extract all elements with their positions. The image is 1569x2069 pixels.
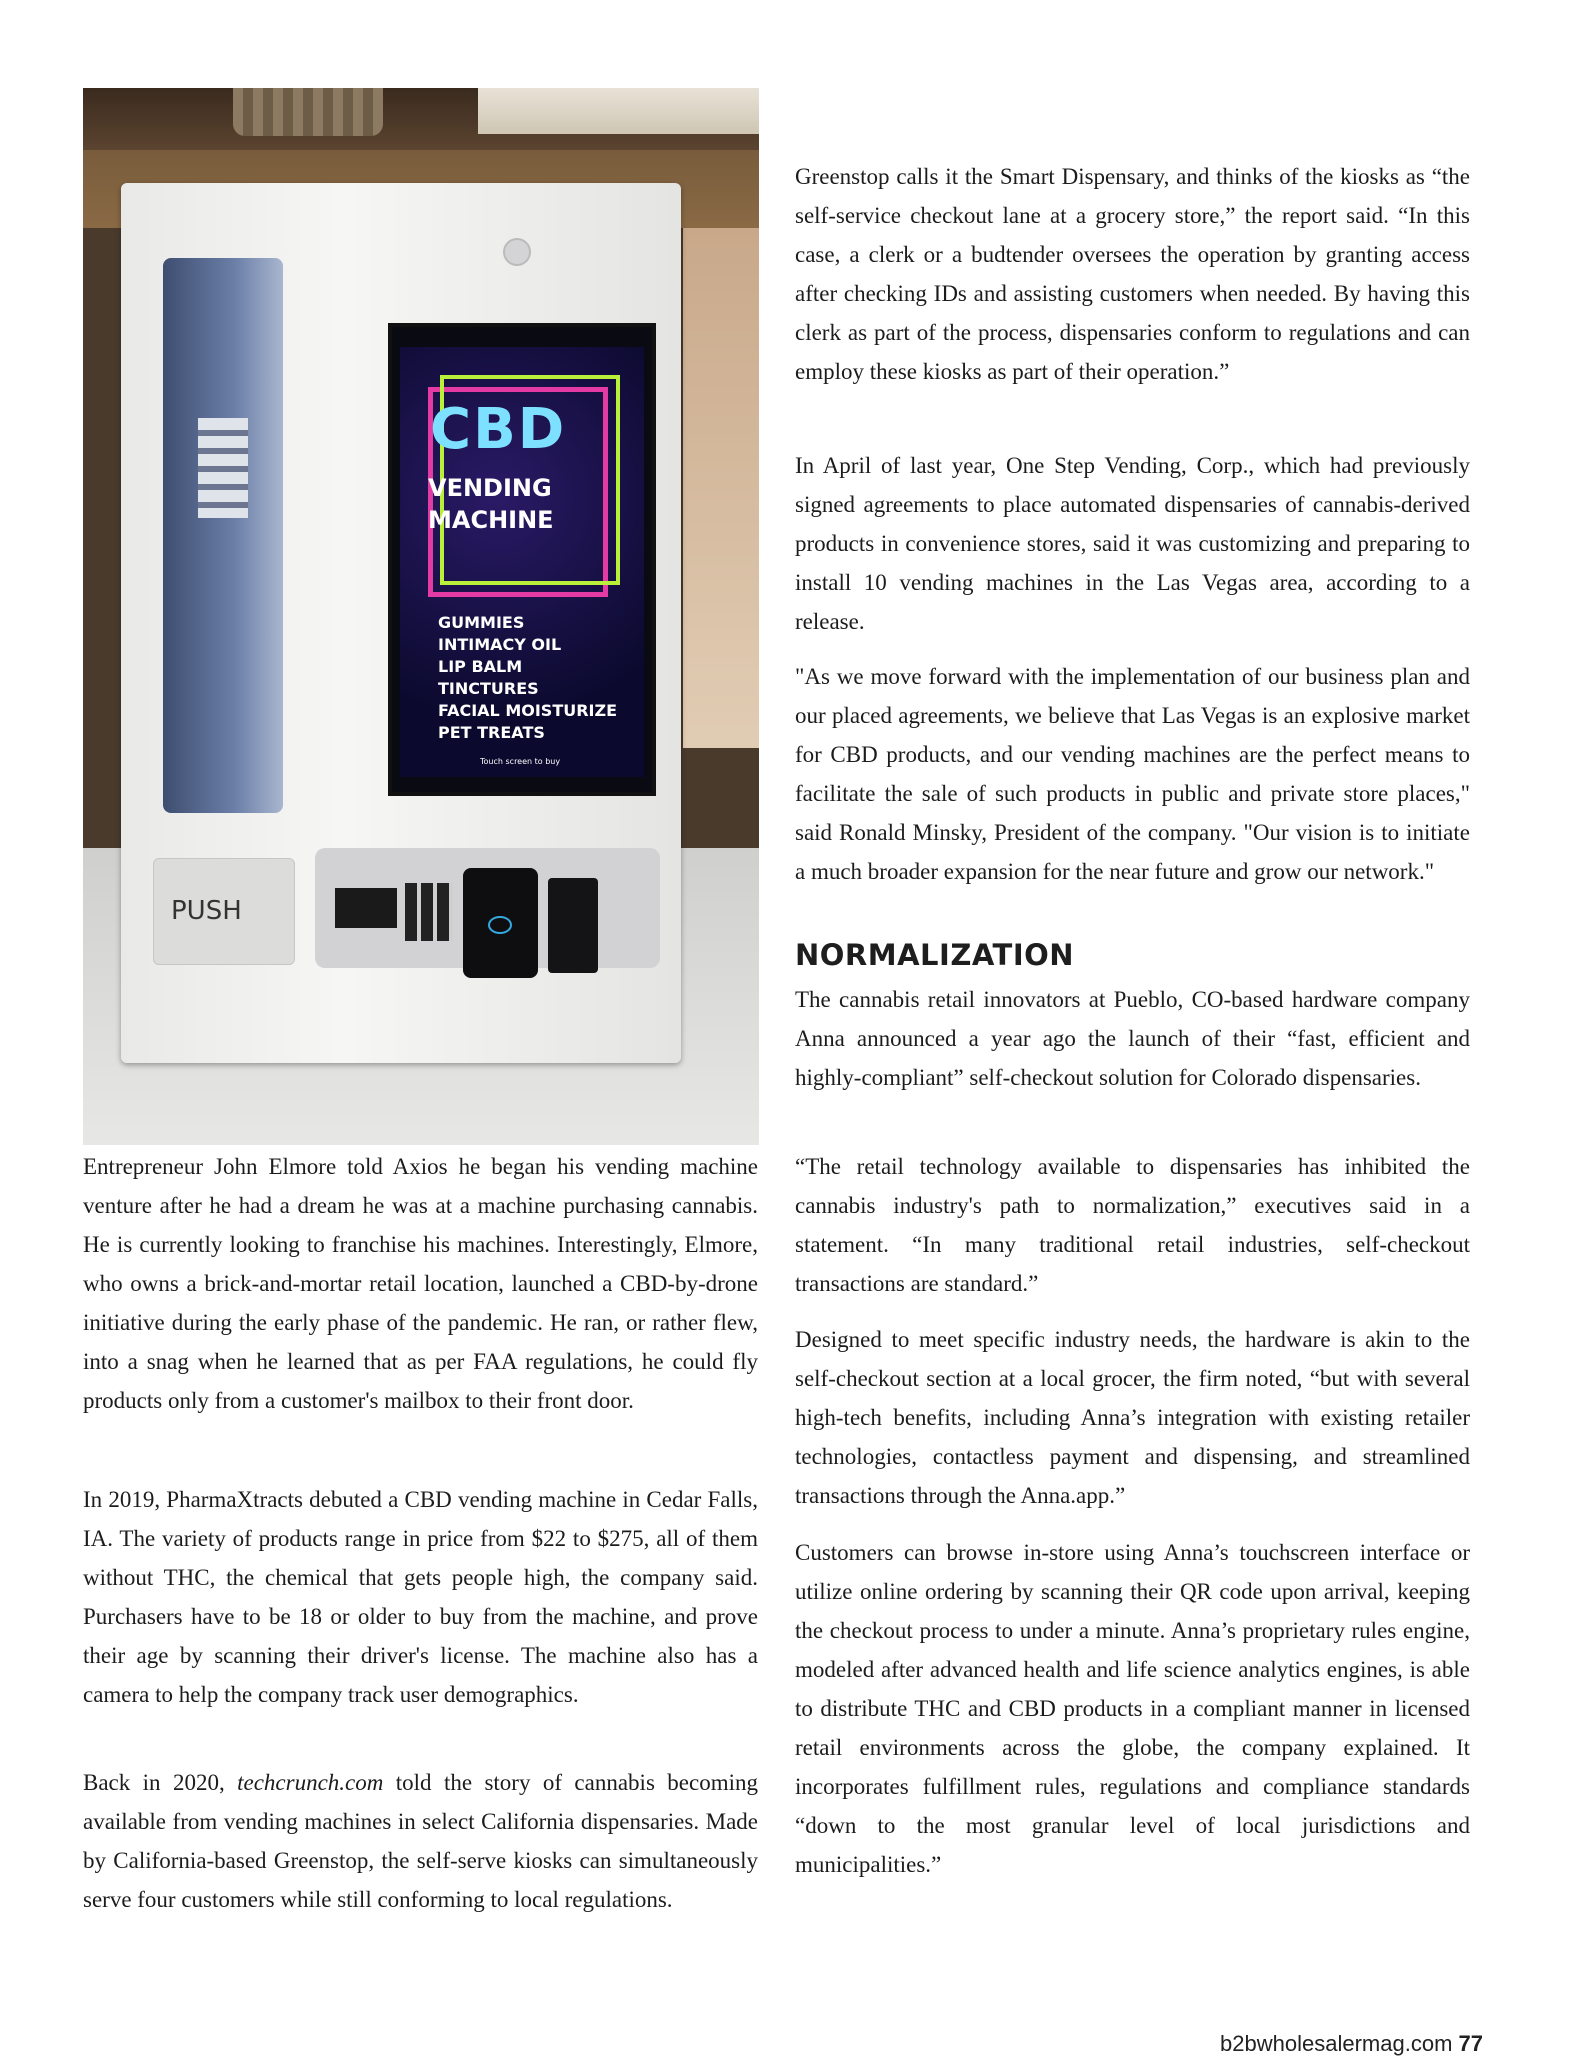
- paragraph-hardware-benefits: Designed to meet specific industry needs, the hardware is akin to the self-checkout section at a local grocer, the firm noted, “but with several high-tech benefits, including Anna’s integration with existing retailer technologies, contactless payment and dispensing, and streamlined transactions through the Anna.app.”: [795, 1327, 1470, 1508]
- page-number: 77: [1458, 2031, 1483, 2056]
- eye-icon: [488, 916, 512, 934]
- screen-title: CBD: [430, 397, 567, 462]
- screen-subtitle-line2: MACHINE: [428, 506, 554, 534]
- paragraph-suffix: told the story of cannabis becoming available from vending machines in select California dispensaries. Made by California-based Greenstop, the self-serve kiosks can simultaneously serve four customers while still conforming to local regulations.: [83, 1770, 759, 1912]
- card-reader: [548, 878, 598, 973]
- push-label: PUSH: [171, 896, 242, 926]
- paragraph-elmore: Entrepreneur John Elmore told Axios he began his vending machine venture after he had a dream he was at a machine purchasing cannabis. He is currently looking to franchise his machines. Interestingly, Elmore, who owns a brick-and-mortar retail location, launched a CBD-by-drone initiative during the early phase of the pandemic. He ran, or rather flew, into a snag when he learned that as per FAA regulations, he could fly products only from a customer's mailbox to their front door.: [83, 1154, 758, 1413]
- paragraph-one-step-vending: In April of last year, One Step Vending, Corp., which had previously signed agreements to place automated dispensaries of cannabis-derived products in convenience stores, said it was customizing and preparing to install 10 vending machines in the Las Vegas area, according to a release.: [795, 453, 1470, 634]
- vending-machine-photo: [83, 88, 759, 1145]
- section-heading-normalization: NORMALIZATION: [795, 938, 1075, 972]
- screen-product-list: [438, 612, 617, 744]
- techcrunch-link: techcrunch.com: [237, 1770, 384, 1795]
- vending-machine-rack: [198, 418, 248, 518]
- screen-product-item: LIP BALM: [438, 657, 523, 676]
- screen-product-item: INTIMACY OIL: [438, 635, 562, 654]
- paragraph-customers-browse: Customers can browse in-store using Anna’s touchscreen interface or utilize online ordering by scanning their QR code upon arrival, keeping the checkout process to under a minute. Anna’s proprietary rules engine, modeled after advanced health and life science analytics engines, is able to distribute THC and CBD products in a compliant manner in licensed retail environments across the globe, the company explained. It incorporates fulfillment rules, regulations and compliance standards “down to the most granular level of local jurisdictions and municipalities.”: [795, 1540, 1470, 1877]
- screen-product-item: FACIAL MOISTURIZE: [438, 701, 618, 720]
- screen-subtitle: [428, 472, 554, 536]
- paragraph-anna-launch: The cannabis retail innovators at Pueblo, CO-based hardware company Anna announced a year ago the launch of their “fast, efficient and highly-compliant” self-checkout solution for Colorado dispensaries.: [795, 987, 1470, 1090]
- screen-background: [400, 347, 644, 777]
- photo-books: [478, 88, 759, 134]
- paragraph-greenstop-intro: [83, 1763, 758, 1919]
- paragraph-pharmaxtracts: In 2019, PharmaXtracts debuted a CBD vending machine in Cedar Falls, IA. The variety of products range in price from $22 to $275, all of them without THC, the chemical that gets people high, the company said. Purchasers have to be 18 or older to buy from the machine, and prove their age by scanning their driver's license. The machine also has a camera to help the company track user demographics.: [83, 1487, 758, 1707]
- payment-display: [335, 888, 397, 928]
- keypad-icon: [405, 883, 453, 941]
- paragraph-minsky-quote: "As we move forward with the implementation of our business plan and our placed agreements, we believe that Las Vegas is an explosive market for CBD products, and our vending machines are the perfect means to facilitate the sale of such products in public and private store places," said Ronald Minsky, President of the company. "Our vision is to initiate a much broader expansion for the near future and grow our network.": [795, 664, 1470, 884]
- page-footer: [1220, 2031, 1483, 2057]
- photo-background-right: [683, 228, 759, 748]
- vending-machine-screen: [388, 323, 656, 796]
- footer-site: b2bwholesalermag.com: [1220, 2031, 1453, 2056]
- paragraph-executives-quote: “The retail technology available to dispensaries has inhibited the cannabis industry's path to normalization,” executives said in a statement. “In many traditional retail industries, self-checkout transactions are standard.”: [795, 1154, 1470, 1296]
- screen-product-item: PET TREATS: [438, 723, 545, 742]
- camera-icon: [503, 238, 531, 266]
- photo-basket: [233, 88, 383, 136]
- paragraph-prefix: Back in 2020,: [83, 1770, 238, 1795]
- screen-product-item: TINCTURES: [438, 679, 539, 698]
- screen-product-item: GUMMIES: [438, 613, 525, 632]
- vending-machine-window: [163, 258, 283, 813]
- paragraph-smart-dispensary: Greenstop calls it the Smart Dispensary, and thinks of the kiosks as “the self-service checkout lane at a grocery store,” the report said. “In this case, a clerk or a budtender oversees the operation by granting access after checking IDs and assisting customers when needed. By having this clerk as part of the process, dispensaries conform to regulations and can employ these kiosks as part of their operation.”: [795, 164, 1470, 384]
- screen-subtitle-line1: VENDING: [428, 474, 552, 502]
- screen-touch-prompt: Touch screen to buy: [480, 757, 561, 766]
